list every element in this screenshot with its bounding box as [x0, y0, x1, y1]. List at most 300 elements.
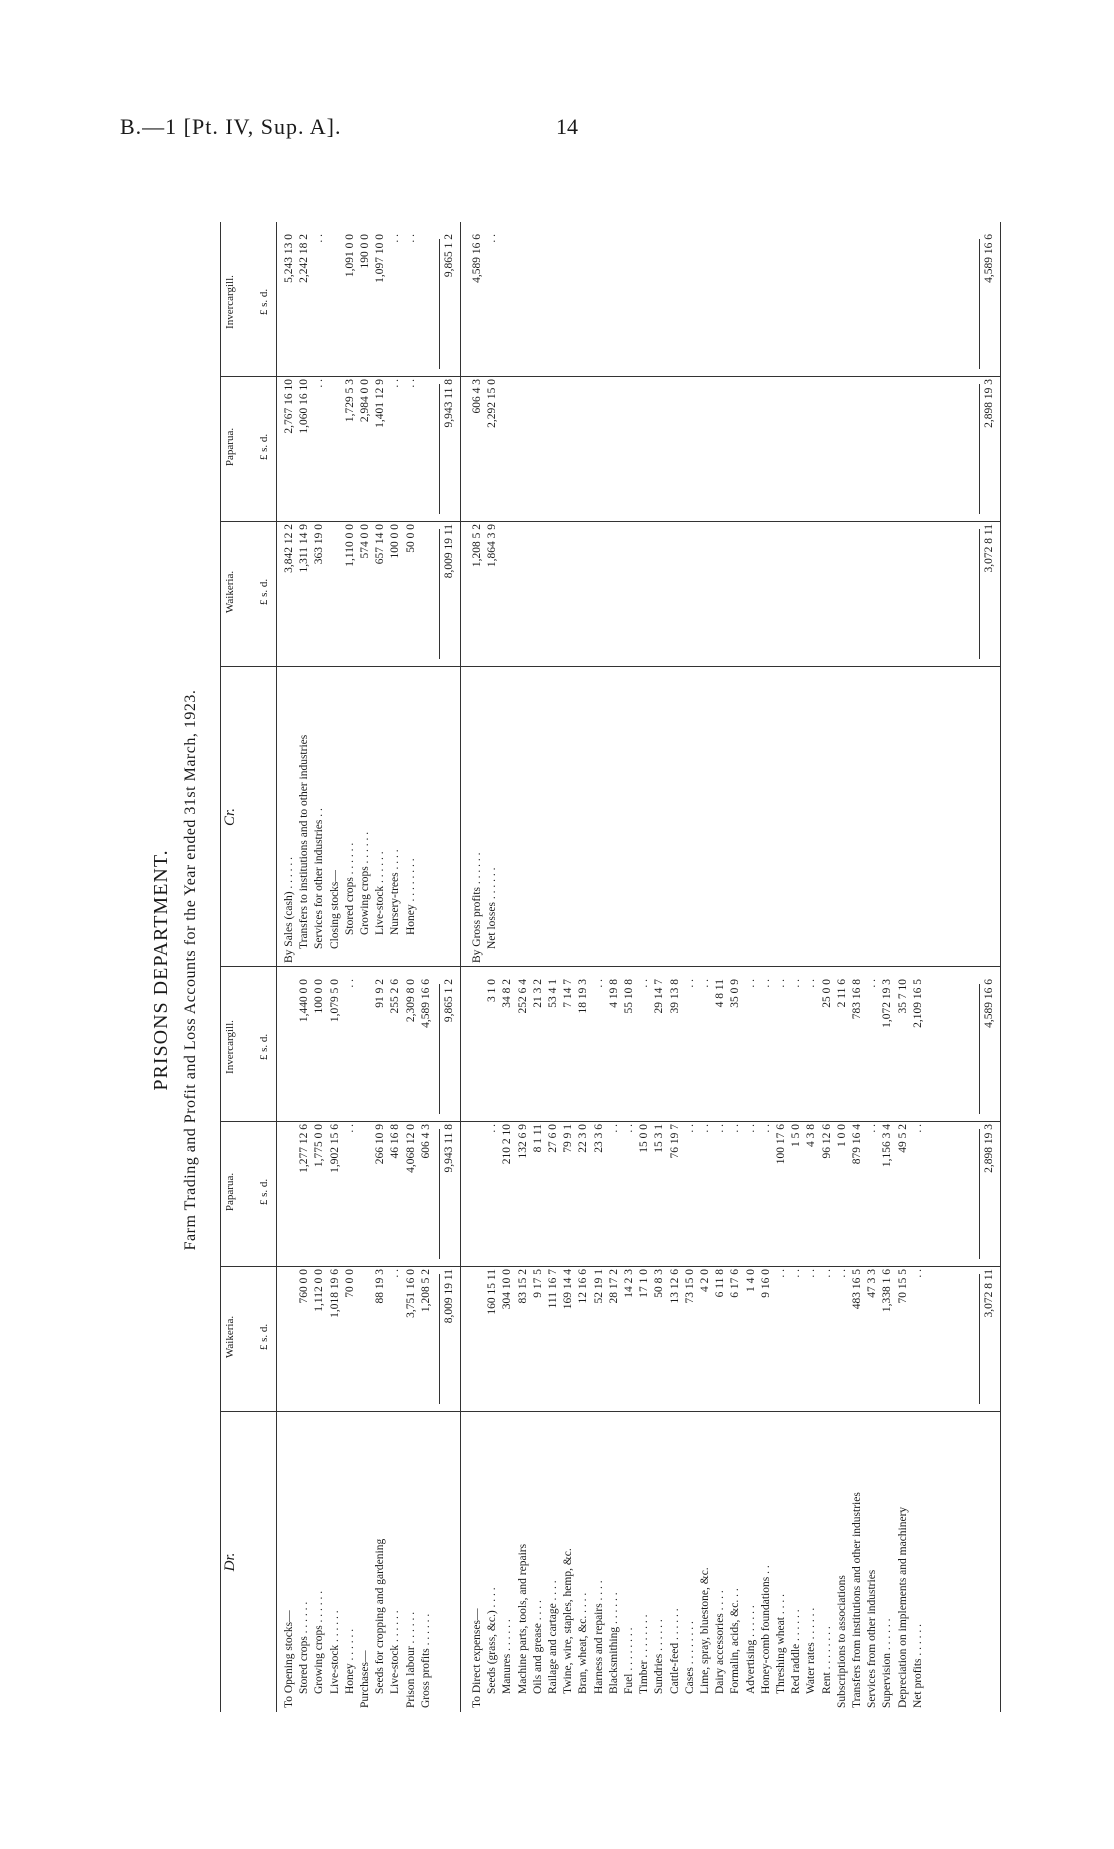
cr-trading-row	[404, 222, 419, 967]
dr-pl-row	[607, 967, 622, 1712]
dr-col-invercargill: Invercargill.	[224, 1020, 236, 1074]
dr-pl-amount-waikeria: 169 14 4	[562, 1269, 575, 1310]
dr-trading-row	[419, 967, 434, 1712]
cr-trading-amount-invercargill: . .	[313, 234, 326, 243]
dr-pl-row	[668, 967, 683, 1712]
dr-pl-label: Harness and repairs . . . .	[592, 1580, 605, 1694]
dr-pl-amount-invercargill: 2 11 6	[835, 979, 848, 1008]
dr-pl-row	[622, 967, 637, 1712]
dr-pl-row	[789, 967, 804, 1712]
dr-pl-amount-waikeria: 9 17 5	[531, 1269, 544, 1298]
dr-pl-amount-invercargill: . .	[683, 979, 696, 988]
dr-trading-amount-waikeria: . .	[389, 1269, 402, 1278]
dr-pl-row	[880, 967, 895, 1712]
dr-pl-amount-paparua: . .	[714, 1124, 727, 1133]
dr-trading-amount-paparua: 606 4 3	[419, 1124, 432, 1159]
dr-pl-amount-paparua: 1,156 3 4	[881, 1124, 894, 1168]
dr-pl-amount-paparua: . .	[866, 1124, 879, 1133]
cr-trading-row	[373, 222, 388, 967]
department-title: PRISONS DEPARTMENT.	[150, 849, 172, 1091]
dr-pl-amount-paparua: 15 3 1	[653, 1124, 666, 1153]
dr-pl-amount-paparua: 132 6 9	[516, 1124, 529, 1159]
cr-trading-amount-paparua: . .	[404, 379, 417, 388]
cr-col-invercargill: Invercargill.	[224, 275, 236, 329]
dr-pl-amount-invercargill: 34 8 2	[501, 979, 514, 1008]
dr-pl-amount-invercargill: . .	[790, 979, 803, 988]
dr-pl-amount-paparua: 23 3 6	[592, 1124, 605, 1153]
dr-pl-amount-invercargill: 4 8 11	[714, 979, 727, 1008]
dr-trading-row	[373, 967, 388, 1712]
dr-pl-row	[592, 967, 607, 1712]
dr-pl-amount-invercargill: . .	[592, 979, 605, 988]
cr-trading-row	[312, 222, 327, 967]
dr-pl-amount-waikeria: 4 2 0	[699, 1269, 711, 1292]
cr-trading-amount-invercargill: . .	[404, 234, 417, 243]
dr-pl-amount-paparua: 22 3 0	[577, 1124, 590, 1153]
cr-pl-total-invercargill: 4,589 16 6	[983, 234, 995, 283]
cr-trading-total-rule	[439, 529, 440, 659]
dr-pl-amount-waikeria: 483 16 5	[851, 1269, 863, 1310]
dr-trading-label: Stored crops . . . . . .	[298, 1601, 311, 1694]
dr-pl-label: Supervision . . . . . .	[881, 1618, 894, 1708]
dr-pl-label: Threshing wheat . . . .	[775, 1594, 787, 1694]
dr-pl-row	[652, 967, 667, 1712]
cr-trading-label: Transfers to institutions and to other industries	[298, 734, 311, 949]
dr-pl-label: Cases . . . . . . . .	[683, 1621, 696, 1694]
cr-pl-label: By Gross profits . . . . . .	[471, 852, 483, 963]
dr-pl-amount-waikeria: 70 15 5	[896, 1269, 909, 1304]
cr-trading-amount-invercargill: . .	[389, 234, 402, 243]
dr-pl-amount-waikeria: 83 15 2	[516, 1269, 529, 1304]
cr-trading-amount-paparua: . .	[313, 379, 326, 388]
dr-pl-amount-waikeria: 12 16 6	[577, 1269, 590, 1304]
dr-trading-amount-waikeria: 3,751 16 0	[404, 1269, 417, 1318]
dr-pl-total-waikeria: 3,072 8 11	[983, 1269, 995, 1318]
dr-pl-amount-waikeria: 13 12 6	[668, 1269, 681, 1304]
dr-trading-amount-waikeria: 1,112 0 0	[313, 1269, 326, 1312]
cr-trading-amount-waikeria: 1,311 14 9	[298, 524, 311, 573]
dr-pl-row	[500, 967, 515, 1712]
dr-pl-amount-invercargill: . .	[744, 979, 757, 988]
cr-trading-amount-invercargill: 2,242 18 2	[298, 234, 311, 283]
dr-trading-amount-invercargill: 100 0 0	[313, 979, 326, 1014]
dr-pl-total-rule	[979, 1274, 980, 1404]
dr-trading-label: Growing crops . . . . . .	[313, 1590, 326, 1694]
cr-trading-amount-paparua: 2,984 0 0	[359, 379, 371, 423]
dr-pl-amount-paparua: 1 0 0	[835, 1124, 848, 1147]
dr-trading-amount-invercargill: 4,589 16 6	[419, 979, 432, 1028]
dr-pl-amount-waikeria: 1 4 0	[744, 1269, 757, 1292]
dr-column-rule-2	[220, 1121, 1000, 1122]
dr-pl-amount-waikeria: 17 1 0	[638, 1269, 651, 1298]
cr-trading-label: Services for other industries . .	[313, 808, 326, 949]
dr-trading-amount-paparua: 266 10 9	[374, 1124, 387, 1165]
cr-trading-amount-paparua: 1,401 12 9	[374, 379, 387, 428]
dr-pl-amount-invercargill: 35 0 9	[729, 979, 742, 1008]
dr-pl-amount-paparua: . .	[699, 1124, 711, 1133]
dr-pl-total-invercargill: 4,589 16 6	[983, 979, 995, 1028]
accounts-subtitle: Farm Trading and Profit and Loss Accounts for the Year ended 31st March, 1923.	[182, 689, 199, 1251]
cr-column-rule-2	[220, 376, 1000, 377]
dr-pl-label: Red raddle . . . . . .	[790, 1609, 803, 1694]
dr-pl-amount-invercargill: 35 7 10	[896, 979, 909, 1014]
dr-unit-paparua: £ s. d.	[258, 1178, 270, 1206]
dr-pl-amount-paparua: . .	[683, 1124, 696, 1133]
dr-pl-amount-paparua: 79 9 1	[562, 1124, 575, 1153]
cr-trading-row	[282, 222, 297, 967]
dr-pl-row	[896, 967, 911, 1712]
cr-col-waikeria: Waikeria.	[224, 570, 236, 614]
cr-trading-row	[388, 222, 403, 967]
cr-pl-total-rule	[979, 384, 980, 514]
dr-trading-amount-paparua: 1,277 12 6	[298, 1124, 311, 1173]
cr-trading-amount-waikeria: 1,110 0 0	[343, 524, 356, 567]
dr-trading-amount-paparua: 1,902 15 6	[328, 1124, 341, 1173]
dr-pl-amount-waikeria: 9 16 0	[759, 1269, 772, 1298]
dr-pl-label: To Direct expenses—	[471, 1608, 483, 1708]
cr-trading-row	[328, 222, 343, 967]
dr-pl-amount-waikeria: 304 10 0	[501, 1269, 514, 1310]
dr-pl-amount-invercargill: . .	[638, 979, 651, 988]
dr-pl-row	[698, 967, 713, 1712]
dr-pl-row	[713, 967, 728, 1712]
dr-pl-total-paparua: 2,898 19 3	[983, 1124, 995, 1173]
dr-pl-label: Manures . . . . . .	[501, 1619, 514, 1694]
dr-pl-amount-paparua: . .	[729, 1124, 742, 1133]
dr-pl-amount-waikeria: 47 3 3	[866, 1269, 879, 1298]
accounts-table	[220, 222, 1000, 1712]
table-bottom-rule	[1000, 222, 1001, 1712]
cr-pl-amount-paparua: 2,292 15 0	[486, 379, 499, 428]
dr-pl-amount-waikeria: 6 17 6	[729, 1269, 742, 1298]
dr-col-waikeria: Waikeria.	[224, 1315, 236, 1359]
dr-pl-amount-invercargill: 21 3 2	[531, 979, 544, 1008]
dr-pl-amount-waikeria: . .	[911, 1269, 924, 1278]
dr-trading-label: Live-stock . . . . . .	[389, 1610, 402, 1694]
dr-trading-label: Prison labour . . . . . .	[404, 1611, 417, 1708]
dr-pl-label: Cattle-feed . . . . . .	[668, 1608, 681, 1694]
dr-pl-amount-paparua: 210 2 10	[501, 1124, 514, 1165]
dr-pl-row	[804, 967, 819, 1712]
dr-pl-row	[820, 967, 835, 1712]
dr-pl-amount-invercargill: 25 0 0	[820, 979, 833, 1008]
dr-trading-amount-invercargill: 255 2 6	[389, 979, 402, 1014]
dr-trading-row	[282, 967, 297, 1712]
dr-unit-invercargill: £ s. d.	[258, 1033, 270, 1061]
dr-pl-amount-waikeria: 14 2 3	[623, 1269, 635, 1298]
dr-pl-amount-paparua: . .	[607, 1124, 620, 1133]
cr-pl-total-rule	[979, 529, 980, 659]
dr-pl-row	[835, 967, 850, 1712]
dr-pl-row	[637, 967, 652, 1712]
dr-pl-amount-invercargill: . .	[775, 979, 787, 988]
dr-trading-label: Seeds for cropping and gardening	[374, 1538, 387, 1694]
dr-pl-amount-invercargill: 783 16 8	[851, 979, 863, 1020]
dr-pl-amount-waikeria: 28 17 2	[607, 1269, 620, 1304]
cr-trading-amount-paparua: 2,767 16 10	[283, 379, 295, 434]
dr-pl-amount-invercargill: 4 19 8	[607, 979, 620, 1008]
dr-trading-total-rule	[439, 984, 440, 1114]
dr-pl-row	[546, 967, 561, 1712]
dr-trading-amount-paparua: . .	[343, 1124, 356, 1133]
dr-pl-label: Bran, wheat, &c. . . . .	[577, 1592, 590, 1694]
dr-pl-label: Formalin, acids, &c. . .	[729, 1588, 742, 1694]
dr-pl-label: Honey-comb foundations . .	[759, 1565, 772, 1694]
dr-side	[220, 967, 1000, 1712]
dr-trading-total-waikeria: 8,009 19 11	[443, 1269, 455, 1324]
dr-trading-amount-waikeria: 1,018 19 6	[328, 1269, 341, 1318]
dr-trading-amount-paparua: 4,068 12 0	[404, 1124, 417, 1173]
dr-pl-label: Fuel . . . . . . . .	[623, 1627, 635, 1694]
dr-pl-amount-invercargill: 39 13 8	[668, 979, 681, 1014]
dr-trading-total-paparua: 9,943 11 8	[443, 1124, 455, 1173]
dr-pl-amount-paparua: 76 19 7	[668, 1124, 681, 1159]
dr-pl-label: Timber . . . . . . . .	[638, 1614, 651, 1694]
dr-pl-amount-paparua: . .	[623, 1124, 635, 1133]
dr-trading-amount-invercargill: . .	[343, 979, 356, 988]
dr-pl-row	[774, 967, 789, 1712]
dr-pl-row	[516, 967, 531, 1712]
dr-trading-label: To Opening stocks—	[283, 1610, 295, 1708]
dr-trading-amount-invercargill: 2,309 8 0	[404, 979, 417, 1023]
dr-trading-amount-invercargill: 91 9 2	[374, 979, 387, 1008]
dr-col-paparua: Paparua.	[224, 1172, 236, 1212]
rotated-account-page	[150, 210, 1030, 1730]
cr-trading-label: Honey . . . . . . . .	[404, 858, 417, 935]
dr-pl-label: Blacksmithing . . . . . .	[607, 1592, 620, 1694]
cr-trading-amount-invercargill: 1,097 10 0	[374, 234, 387, 283]
dr-pl-row	[470, 967, 485, 1712]
dr-pl-label: Lime, spray, bluestone, &c.	[699, 1567, 711, 1694]
cr-trading-amount-invercargill: 190 0 0	[359, 234, 371, 269]
cr-side	[220, 222, 1000, 967]
cr-pl-total-waikeria: 3,072 8 11	[983, 524, 995, 573]
dr-trading-amount-waikeria: 88 19 3	[374, 1269, 387, 1304]
dr-pl-row	[744, 967, 759, 1712]
dr-trading-total-rule	[439, 1274, 440, 1404]
cr-trading-label: Live-stock . . . . . .	[374, 851, 387, 935]
dr-pl-row	[911, 967, 926, 1712]
cr-trading-total-paparua: 9,943 11 8	[443, 379, 455, 428]
cr-pl-amount-paparua: 606 4 3	[471, 379, 483, 414]
dr-pl-amount-waikeria: . .	[790, 1269, 803, 1278]
cr-pl-row	[470, 222, 485, 967]
dr-trading-label: Honey . . . . . .	[343, 1628, 356, 1694]
cr-trading-amount-waikeria: 50 0 0	[404, 524, 417, 553]
cr-trading-row	[343, 222, 358, 967]
cr-trading-label: Nursery-trees . . . .	[389, 849, 402, 935]
dr-unit-waikeria: £ s. d.	[258, 1323, 270, 1351]
dr-pl-amount-waikeria: 111 16 7	[547, 1269, 559, 1309]
dr-pl-amount-invercargill: 1,072 19 3	[881, 979, 894, 1028]
dr-pl-row	[576, 967, 591, 1712]
cr-pl-total-rule	[979, 239, 980, 369]
dr-pl-row	[728, 967, 743, 1712]
cr-trading-label: By Sales (cash) . . . . . .	[283, 856, 295, 963]
dr-pl-amount-invercargill: . .	[805, 979, 818, 988]
dr-trading-amount-paparua: 46 16 8	[389, 1124, 402, 1159]
dr-trading-label: Gross profits . . . . . .	[419, 1613, 432, 1708]
dr-pl-total-rule	[979, 1129, 980, 1259]
dr-pl-amount-paparua: . .	[486, 1124, 499, 1133]
dr-pl-label: Services from other industries	[866, 1569, 879, 1708]
dr-pl-amount-waikeria: 73 15 0	[683, 1269, 696, 1304]
dr-pl-label: Rent . . . . . . . .	[820, 1626, 833, 1694]
dr-pl-label: Advertising . . . . . .	[744, 1605, 757, 1694]
cr-heading: Cr.	[222, 808, 238, 826]
dr-pl-amount-paparua: 49 5 2	[896, 1124, 909, 1153]
dr-pl-amount-paparua: . .	[911, 1124, 924, 1133]
cr-pl-amount-invercargill: . .	[486, 234, 499, 243]
dr-pl-amount-paparua: 100 17 6	[775, 1124, 787, 1165]
dr-pl-row	[561, 967, 576, 1712]
cr-trading-amount-invercargill: 5,243 13 0	[283, 234, 295, 283]
dr-cr-divider	[220, 966, 1000, 967]
dr-pl-amount-waikeria: 6 11 8	[714, 1269, 727, 1298]
cr-trading-total-rule	[439, 384, 440, 514]
dr-column-rule-1	[220, 1266, 1000, 1267]
dr-trading-amount-paparua: 1,775 0 0	[313, 1124, 326, 1168]
dr-pl-amount-waikeria: 50 8 3	[653, 1269, 666, 1298]
dr-pl-label: Water rates . . . . . .	[805, 1607, 818, 1694]
dr-pl-amount-invercargill: 18 19 3	[577, 979, 590, 1014]
cr-trading-amount-paparua: . .	[389, 379, 402, 388]
page-reference: B.—1 [Pt. IV, Sup. A].	[120, 114, 342, 139]
dr-pl-total-rule	[979, 984, 980, 1114]
cr-pl-amount-waikeria: 1,864 3 9	[486, 524, 499, 568]
section-divider-rule	[460, 222, 461, 1712]
dr-pl-amount-invercargill: 252 6 4	[516, 979, 529, 1014]
dr-pl-label: Depreciation on implements and machinery	[896, 1506, 909, 1708]
cr-pl-amount-invercargill: 4,589 16 6	[471, 234, 483, 283]
dr-pl-label: Railage and cartage . . . .	[547, 1580, 559, 1694]
dr-pl-amount-waikeria: . .	[820, 1269, 833, 1278]
dr-trading-amount-invercargill: 1,440 0 0	[298, 979, 311, 1023]
cr-trading-row	[297, 222, 312, 967]
dr-trading-amount-waikeria: 760 0 0	[298, 1269, 311, 1304]
cr-trading-amount-waikeria: 657 14 0	[374, 524, 387, 565]
dr-trading-total-rule	[439, 1129, 440, 1259]
dr-trading-row	[297, 967, 312, 1712]
table-head-rule	[276, 222, 277, 1712]
dr-trading-amount-invercargill: 1,079 5 0	[328, 979, 341, 1023]
dr-pl-amount-waikeria: . .	[835, 1269, 848, 1278]
dr-heading: Dr.	[222, 1552, 238, 1572]
dr-pl-label: Sundries . . . . . .	[653, 1619, 666, 1694]
cr-unit-waikeria: £ s. d.	[258, 578, 270, 606]
dr-pl-amount-invercargill: 7 14 7	[562, 979, 575, 1008]
cr-trading-amount-paparua: 1,060 16 10	[298, 379, 311, 434]
cr-trading-amount-invercargill: 1,091 0 0	[343, 234, 356, 278]
cr-unit-paparua: £ s. d.	[258, 433, 270, 461]
cr-trading-amount-waikeria: 574 0 0	[359, 524, 371, 559]
dr-pl-row	[683, 967, 698, 1712]
dr-pl-amount-paparua: 8 1 11	[531, 1124, 544, 1153]
cr-trading-total-invercargill: 9,865 1 2	[443, 234, 455, 278]
cr-trading-label: Stored crops . . . . . .	[343, 842, 356, 935]
dr-trading-row	[312, 967, 327, 1712]
dr-pl-label: Machine parts, tools, and repairs	[516, 1543, 529, 1694]
dr-trading-total-invercargill: 9,865 1 2	[443, 979, 455, 1023]
dr-pl-amount-invercargill: . .	[759, 979, 772, 988]
cr-column-rule-0	[220, 666, 1000, 667]
cr-trading-amount-paparua: 1,729 5 3	[343, 379, 356, 423]
cr-trading-amount-waikeria: 100 0 0	[389, 524, 402, 559]
cr-trading-label: Closing stocks—	[328, 870, 341, 949]
cr-trading-total-waikeria: 8,009 19 11	[443, 524, 455, 579]
dr-pl-row	[850, 967, 865, 1712]
dr-trading-row	[328, 967, 343, 1712]
cr-trading-total-rule	[439, 239, 440, 369]
dr-pl-amount-paparua: 27 6 0	[547, 1124, 559, 1153]
dr-pl-amount-paparua: 4 3 8	[805, 1124, 818, 1147]
dr-pl-amount-paparua: 1 5 0	[790, 1124, 803, 1147]
cr-trading-amount-waikeria: 3,842 12 2	[283, 524, 295, 573]
dr-column-rule-0	[220, 1411, 1000, 1412]
dr-trading-row	[343, 967, 358, 1712]
dr-pl-label: Seeds (grass, &c.) . . . .	[486, 1587, 499, 1694]
dr-pl-label: Oils and grease . . . .	[531, 1600, 544, 1694]
cr-col-paparua: Paparua.	[224, 427, 236, 467]
cr-pl-row	[485, 222, 500, 967]
cr-pl-label: Net losses . . . . . .	[486, 867, 499, 949]
dr-pl-label: Net profits . . . . . .	[911, 1623, 924, 1708]
dr-pl-amount-invercargill: 2,109 16 5	[911, 979, 924, 1028]
dr-pl-amount-paparua: . .	[744, 1124, 757, 1133]
dr-pl-amount-invercargill: . .	[866, 979, 879, 988]
dr-pl-amount-waikeria: . .	[775, 1269, 787, 1278]
dr-pl-amount-invercargill: 53 4 1	[547, 979, 559, 1008]
dr-pl-amount-invercargill: 3 1 0	[486, 979, 499, 1002]
table-top-rule	[220, 222, 221, 1712]
cr-pl-total-paparua: 2,898 19 3	[983, 379, 995, 428]
dr-pl-amount-waikeria: 52 19 1	[592, 1269, 605, 1304]
dr-pl-row	[531, 967, 546, 1712]
cr-pl-amount-waikeria: 1,208 5 2	[471, 524, 483, 568]
dr-pl-label: Dairy accessories . . . .	[714, 1590, 727, 1694]
dr-pl-label: Twine, wire, staples, hemp, &c.	[562, 1548, 575, 1694]
dr-pl-amount-waikeria: 1,338 1 6	[881, 1269, 894, 1313]
dr-pl-amount-invercargill: 55 10 8	[623, 979, 635, 1014]
dr-trading-label: Live-stock . . . . . .	[328, 1610, 341, 1694]
page-number: 14	[556, 114, 578, 139]
cr-trading-amount-waikeria: 363 19 0	[313, 524, 326, 565]
dr-pl-label: Subscriptions to associations	[835, 1575, 848, 1708]
dr-pl-amount-waikeria: . .	[805, 1269, 818, 1278]
dr-trading-label: Purchases—	[359, 1650, 371, 1708]
dr-pl-amount-waikeria: 160 15 11	[486, 1269, 499, 1315]
dr-trading-row	[404, 967, 419, 1712]
dr-pl-amount-paparua: 96 12 6	[820, 1124, 833, 1159]
dr-pl-row	[865, 967, 880, 1712]
dr-pl-row	[485, 967, 500, 1712]
dr-pl-label: Transfers from institutions and other industries	[851, 1492, 863, 1708]
dr-trading-row	[358, 967, 373, 1712]
cr-unit-invercargill: £ s. d.	[258, 288, 270, 316]
dr-pl-amount-paparua: 15 0 0	[638, 1124, 651, 1153]
dr-trading-amount-waikeria: 1,208 5 2	[419, 1269, 432, 1313]
dr-trading-row	[388, 967, 403, 1712]
dr-pl-amount-paparua: 879 16 4	[851, 1124, 863, 1165]
dr-pl-amount-invercargill: 29 14 7	[653, 979, 666, 1014]
cr-trading-label: Growing crops . . . . . .	[359, 831, 371, 935]
cr-column-rule-1	[220, 521, 1000, 522]
cr-trading-row	[358, 222, 373, 967]
dr-pl-row	[759, 967, 774, 1712]
dr-pl-amount-invercargill: . .	[699, 979, 711, 988]
dr-pl-amount-paparua: . .	[759, 1124, 772, 1133]
dr-trading-amount-waikeria: 70 0 0	[343, 1269, 356, 1298]
